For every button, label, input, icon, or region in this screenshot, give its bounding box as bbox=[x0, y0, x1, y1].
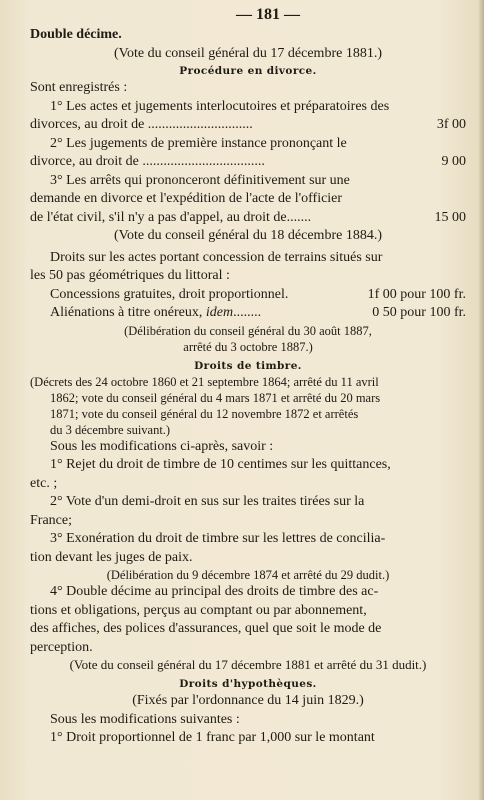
vote-note-1884: (Vote du conseil général du 18 décembre 1884.) bbox=[114, 228, 382, 243]
text-line: tion devant les juges de paix. bbox=[30, 549, 193, 565]
fee-amount: 1f 00 pour 100 fr. bbox=[367, 286, 466, 302]
fee-label: divorce, au droit de ................................... bbox=[30, 154, 265, 169]
text-line: demande en divorce et l'expédition de l'acte de l'officier bbox=[30, 191, 343, 206]
text-line: France; bbox=[30, 512, 72, 528]
deliberation-note-1887: (Délibération du conseil général du 30 août 1887, bbox=[124, 323, 372, 338]
text-line: etc. ; bbox=[30, 475, 58, 491]
fee-label: Concessions gratuites, droit proportionnel. bbox=[50, 286, 289, 302]
heading-droits-hypotheques: Droits d'hypothèques. bbox=[179, 678, 317, 690]
section-title-double-decime: Double décime. bbox=[30, 27, 122, 42]
fee-amount: 0 50 pour 100 fr. bbox=[372, 305, 466, 320]
fee-amount: 3f 00 bbox=[436, 117, 466, 132]
fee-row bbox=[30, 304, 466, 323]
heading-procedure-divorce: Procédure en divorce. bbox=[179, 65, 317, 77]
text-line: 1° Droit proportionnel de 1 franc par 1,000 sur le montant bbox=[50, 730, 375, 745]
fee-amount: 15 00 bbox=[434, 209, 466, 225]
deliberation-note-1887-cont: arrêté du 3 octobre 1887.) bbox=[183, 339, 313, 354]
decrets-note: 1871; vote du conseil général du 12 novembre 1872 et arrêtés bbox=[50, 406, 359, 421]
decrets-note: du 3 décembre suivant.) bbox=[50, 422, 171, 437]
text-line: 1° Les actes et jugements interlocutoires et préparatoires des bbox=[50, 98, 390, 114]
text-line: Droits sur les actes portant concession de terrains situés sur bbox=[50, 249, 383, 265]
text-line: 2° Les jugements de première instance prononçant le bbox=[50, 135, 347, 151]
fee-row bbox=[30, 116, 466, 135]
text-line: 4° Double décime au principal des droits de timbre des ac- bbox=[50, 584, 379, 599]
text-line: Sous les modifications suivantes : bbox=[50, 711, 240, 727]
text-line: 1° Rejet du droit de timbre de 10 centimes sur les quittances, bbox=[50, 457, 391, 472]
text-line: les 50 pas géométriques du littoral : bbox=[30, 268, 230, 283]
vote-note-1881: (Vote du conseil général du 17 décembre 1881.) bbox=[114, 45, 382, 61]
deliberation-note-1874: (Délibération du 9 décembre 1874 et arrêté du 29 dudit.) bbox=[106, 568, 390, 582]
fee-label: divorces, au droit de .............................. bbox=[30, 117, 253, 132]
vote-note-1881-dudit: (Vote du conseil général du 17 décembre 1881 et arrêté du 31 dudit.) bbox=[69, 657, 427, 672]
heading-droits-timbre: Droits de timbre. bbox=[194, 359, 302, 372]
fee-row bbox=[30, 209, 466, 228]
text-line: 2° Vote d'un demi-droit en sus sur les traites tirées sur la bbox=[50, 494, 365, 509]
fee-amount: 9 00 bbox=[441, 154, 466, 169]
fee-label: de l'état civil, s'il n'y a pas d'appel, au droit de....... bbox=[30, 209, 312, 225]
text-line: 3° Les arrêts qui prononceront définitivement sur une bbox=[50, 172, 350, 188]
fee-row bbox=[30, 153, 466, 172]
fixes-note-1829: (Fixés par l'ordonnance du 14 juin 1829.) bbox=[132, 693, 364, 708]
text-line: tions et obligations, perçus au comptant ou par abonnement, bbox=[30, 602, 367, 618]
decrets-note: (Décrets des 24 octobre 1860 et 21 septembre 1864; arrêté du 11 avril bbox=[30, 374, 379, 389]
fee-row bbox=[30, 286, 466, 305]
text-line: Sont enregistrés : bbox=[30, 80, 128, 95]
text-line: Sous les modifications ci-après, savoir : bbox=[50, 438, 274, 454]
text-line: des affiches, des polices d'assurances, quel que soit le mode de bbox=[30, 621, 382, 636]
fee-label: Aliénations à titre onéreux, idem........ bbox=[50, 305, 262, 320]
decrets-note: 1862; vote du conseil général du 4 mars 1871 et arrêté du 20 mars bbox=[50, 390, 381, 405]
text-line: 3° Exonération du droit de timbre sur les lettres de concilia- bbox=[50, 531, 386, 546]
text-line: perception. bbox=[30, 639, 93, 655]
page-number: — 181 — bbox=[236, 6, 300, 23]
